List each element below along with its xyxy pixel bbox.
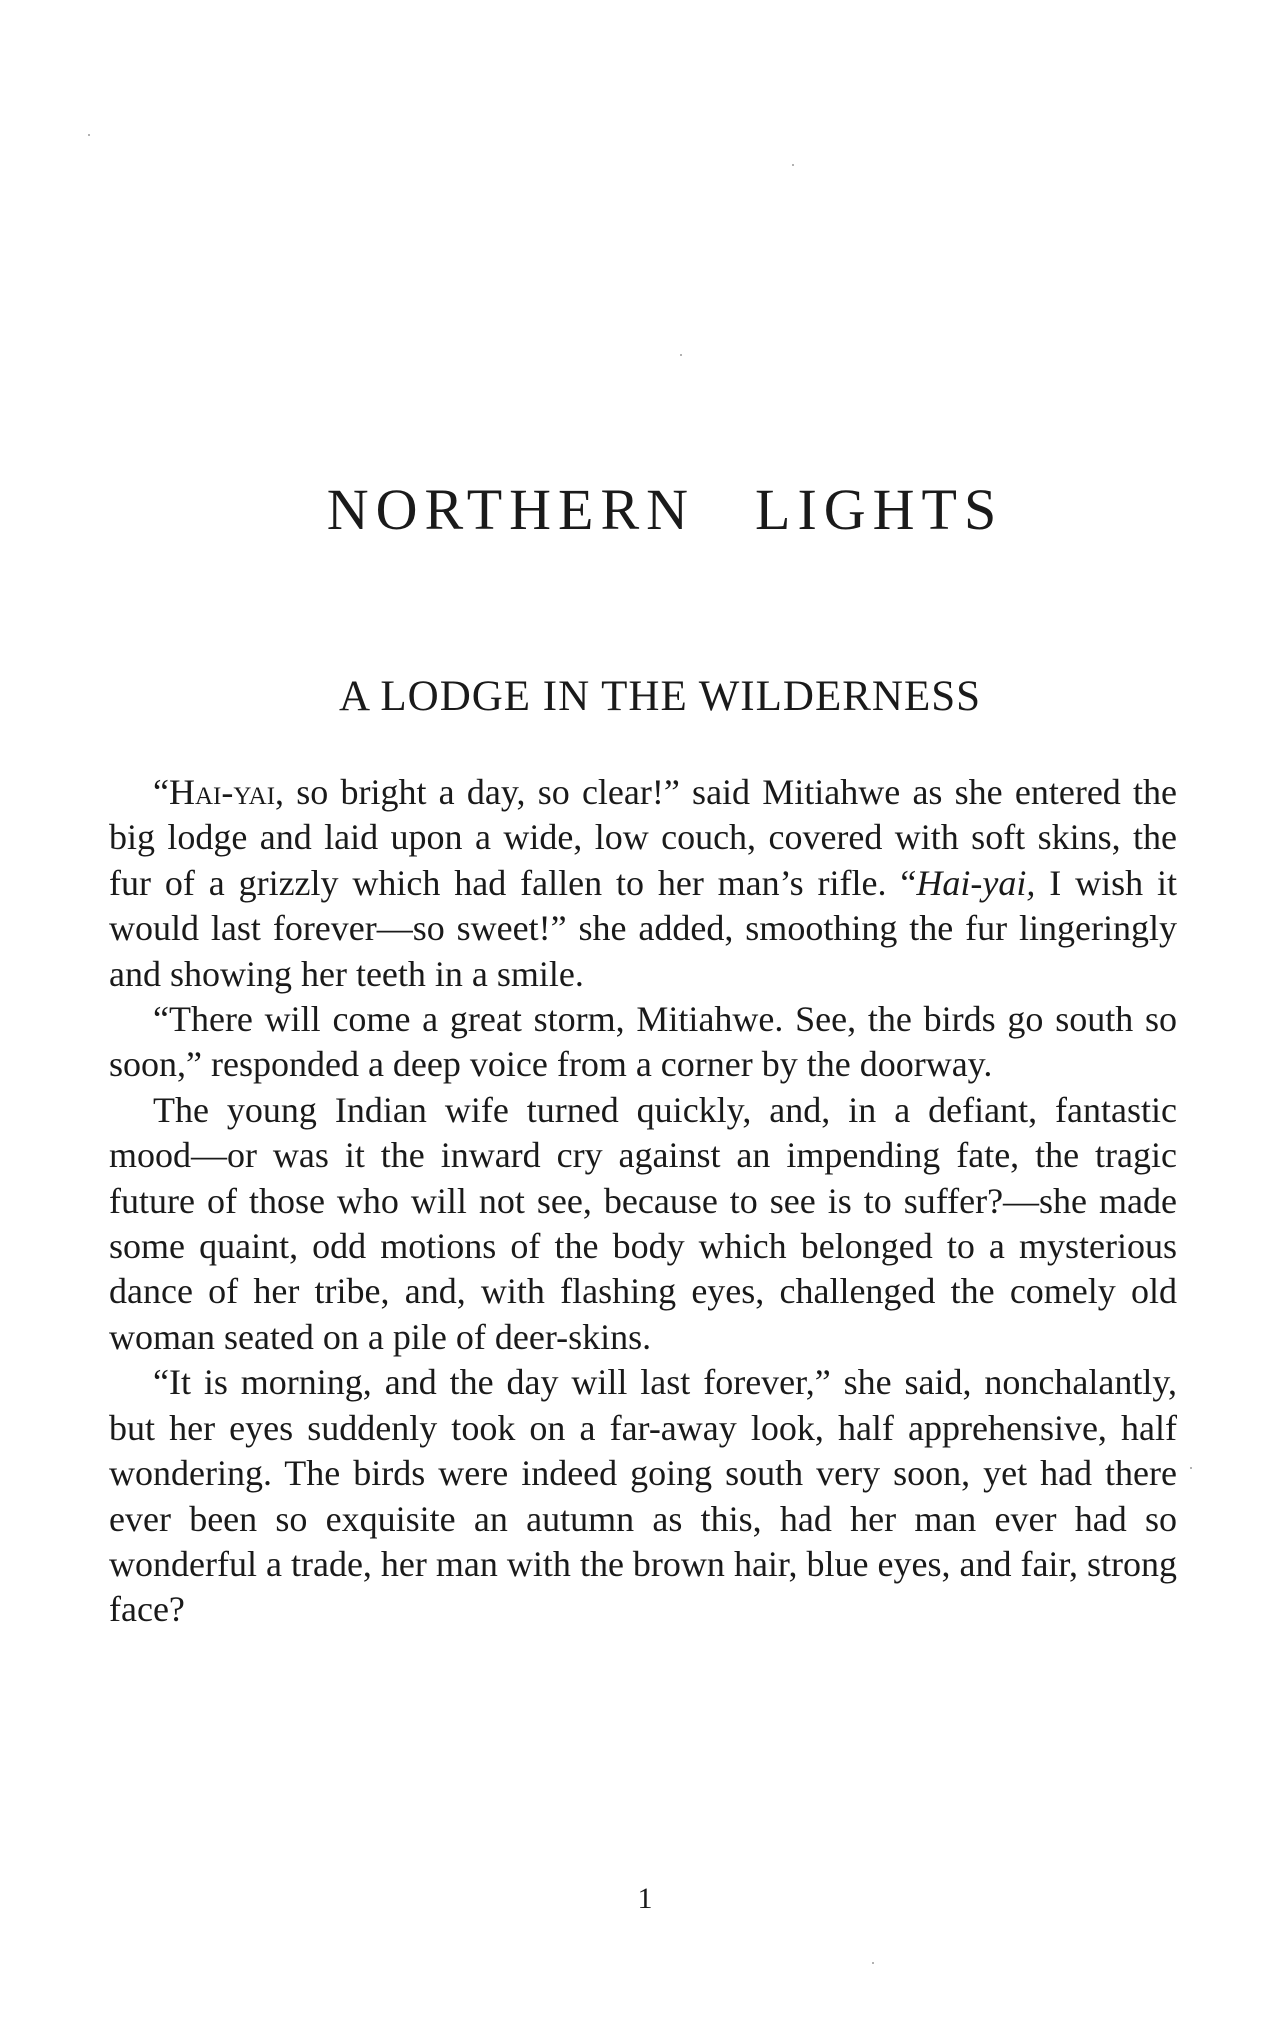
paper-speck (1190, 1467, 1192, 1469)
paragraph-3: The young Indian wife turned quickly, and, in a defiant, fantastic mood—or was it the inward cry against an impending fate, the tragic future of those who will not see, because to see is to suffer?—she made some quaint, odd motions of the body which belonged to a mysterious dance of her tribe, and, with flashing eyes, challenged the comely old woman seated on a pile of deer-skins. (109, 1089, 1177, 1357)
italic-exclamation: Hai-yai, (916, 862, 1036, 903)
paper-speck (88, 134, 90, 136)
paper-speck (872, 1962, 874, 1964)
page-number: 1 (637, 1882, 653, 1915)
paper-speck (792, 164, 794, 166)
opening-word-smallcaps: Hai-yai (168, 772, 276, 812)
paragraph-1 (109, 770, 1177, 997)
opening-quote: “ (153, 772, 169, 812)
book-title-word-2: LIGHTS (755, 477, 1004, 542)
paper-speck (680, 354, 682, 356)
paragraph-2: “There will come a great storm, Mitiahwe. See, the birds go south so soon,” responded a deep voice from a corner by the doorway. (109, 999, 1177, 1085)
paragraph-1-text-a: , so bright a day, so clear!” said Mitiahwe as she entered the big lodge and laid upon a wide, low couch, covered with soft skins, the fur of a grizzly which had fallen to her man’s rifle. “ (109, 772, 1177, 903)
book-title (0, 476, 1270, 543)
chapter-title: A LODGE IN THE WILDERNESS (338, 673, 982, 720)
chapter-body (109, 770, 1177, 1633)
paragraph-4: “It is morning, and the day will last forever,” she said, nonchalantly, but her eyes suddenly took on a far-away look, half apprehensive, half wondering. The birds were indeed going south very soon, yet had there ever been so exquisite an autumn as this, had her man ever had so wonderful a trade, her man with the brown hair, blue eyes, and fair, strong face? (109, 1362, 1177, 1630)
paragraph-1-text-b: I wish it would last forever—so sweet!” she added, smoothing the fur lingeringly and showing her teeth in a smile. (109, 862, 1177, 994)
book-title-word-1: NORTHERN (326, 477, 696, 542)
